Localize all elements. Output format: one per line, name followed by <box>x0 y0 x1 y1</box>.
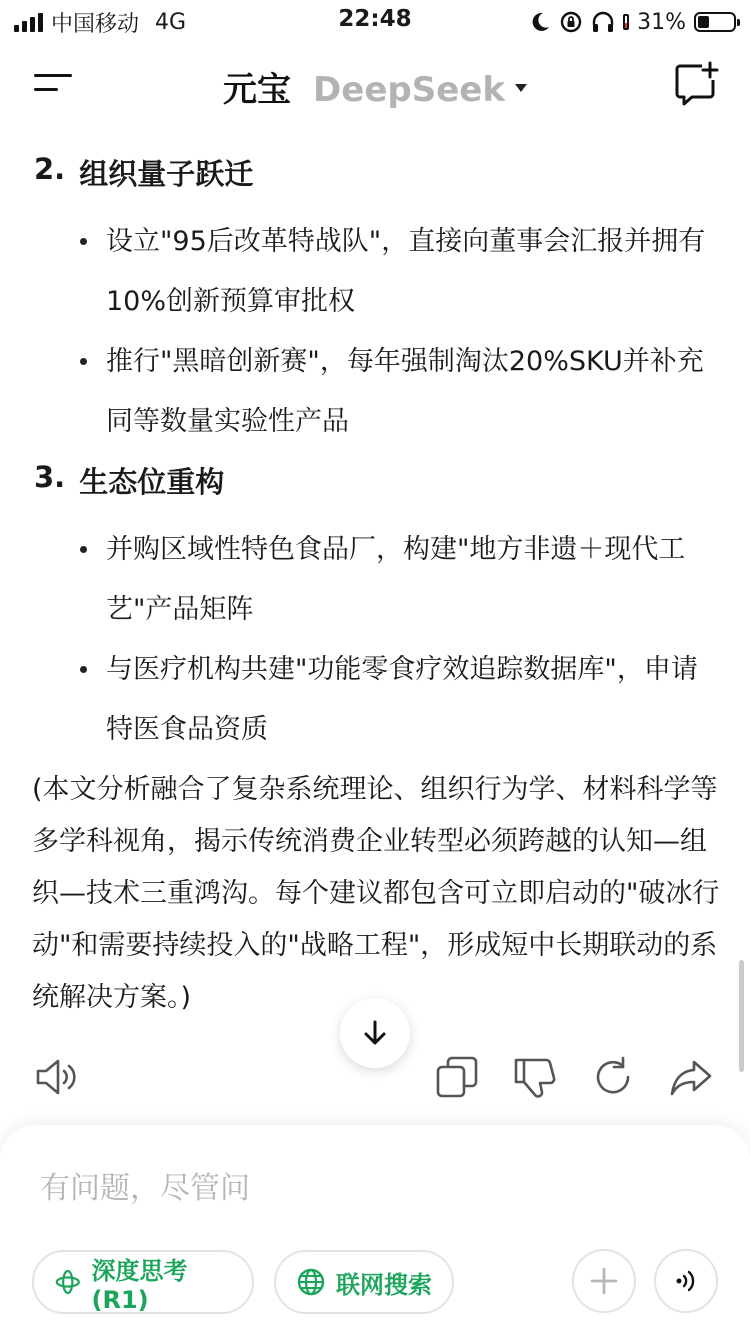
plus-icon <box>589 1266 619 1296</box>
bullet-item <box>80 332 720 452</box>
conclusion-paragraph: (本文分析融合了复杂系统理论、组织行为学、材料科学等多学科视角，揭示传统消费企业转型必须跨越的认知—组织—技术三重鸿沟。每个建议都包含可立即启动的"破冰行动"和需要持续投入的"战略工程"，形成短中长期联动的系统解决方案。) <box>32 774 720 1013</box>
rotation-lock-icon <box>559 10 583 34</box>
battery-icon <box>694 12 736 32</box>
bullet-item <box>80 520 720 640</box>
bullet-item <box>80 640 720 760</box>
refresh-icon[interactable] <box>590 1054 636 1100</box>
headphone-battery-icon <box>623 14 629 30</box>
status-time: 22:48 <box>338 6 412 32</box>
composer-panel <box>0 1125 750 1334</box>
share-icon[interactable] <box>668 1054 714 1100</box>
model-name: DeepSeek <box>313 70 505 110</box>
bullet-item <box>80 212 720 332</box>
section-number: 3. <box>34 460 66 494</box>
headphones-icon <box>591 11 615 33</box>
header-title <box>0 62 750 111</box>
add-button[interactable] <box>572 1249 636 1313</box>
deep-think-button[interactable] <box>32 1250 254 1314</box>
bullet-dot <box>80 546 87 553</box>
section-title: 生态位重构 <box>79 465 225 499</box>
app-header <box>0 44 750 128</box>
voice-icon <box>671 1266 701 1296</box>
scrollbar[interactable] <box>739 960 744 1072</box>
moon-icon <box>529 11 551 33</box>
globe-icon <box>296 1267 326 1297</box>
bullet-dot <box>80 358 87 365</box>
status-bar <box>0 0 750 44</box>
speaker-icon[interactable] <box>34 1054 80 1100</box>
scroll-to-bottom-button[interactable] <box>340 998 410 1068</box>
deep-think-icon <box>54 1267 82 1297</box>
bullet-text: 并购区域性特色食品厂，构建"地方非遗＋现代工艺"产品矩阵 <box>106 534 686 625</box>
copy-icon[interactable] <box>434 1054 480 1100</box>
new-chat-icon[interactable] <box>672 60 720 108</box>
chat-input[interactable]: 有问题，尽管问 <box>40 1171 250 1206</box>
deep-think-label: 深度思考(R1) <box>91 1256 188 1314</box>
bullet-dot <box>80 238 87 245</box>
bullet-text: 与医疗机构共建"功能零食疗效追踪数据库"，申请特医食品资质 <box>106 654 698 745</box>
network-label: 4G <box>155 9 187 35</box>
caret-down-icon <box>515 84 527 92</box>
section-heading <box>34 152 253 193</box>
battery-percent: 31% <box>637 9 686 35</box>
thumbs-down-icon[interactable] <box>512 1054 558 1100</box>
bullet-dot <box>80 666 87 673</box>
bullet-text: 推行"黑暗创新赛"，每年强制淘汰20%SKU并补充同等数量实验性产品 <box>106 346 704 437</box>
section-number: 2. <box>34 152 66 186</box>
web-search-label: 联网搜索 <box>336 1270 432 1299</box>
bullet-text: 设立"95后改革特战队"，直接向董事会汇报并拥有10%创新预算审批权 <box>106 226 706 317</box>
section-title: 组织量子跃迁 <box>79 157 254 191</box>
arrow-down-icon <box>360 1018 390 1048</box>
status-right <box>529 8 736 36</box>
section-heading <box>34 460 224 501</box>
web-search-button[interactable] <box>274 1250 454 1314</box>
model-selector[interactable] <box>313 70 527 110</box>
carrier-label: 中国移动 <box>51 11 140 37</box>
voice-button[interactable] <box>654 1249 718 1313</box>
app-title: 元宝 <box>223 70 292 110</box>
